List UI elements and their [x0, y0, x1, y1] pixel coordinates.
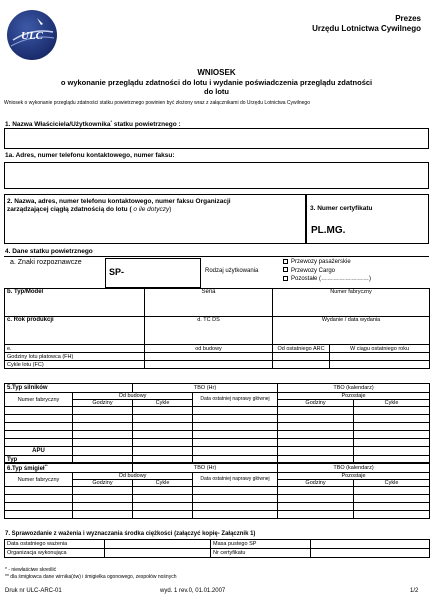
cert-number-value-field[interactable]	[311, 549, 430, 558]
engines-table	[4, 383, 430, 464]
flight-hours-since-new[interactable]	[145, 353, 273, 361]
empty-mass-label: Masa pustego SP	[211, 540, 311, 549]
engines-title: 5.Typ silników	[5, 384, 133, 393]
engines-cycles-header: Cykle	[133, 400, 193, 407]
engines-factory-number-header: Numer fabryczny	[5, 393, 73, 407]
engines-tbo-cal: TBO (kalendarz)	[278, 384, 430, 393]
propellers-remaining-cycles-header: Cykle	[354, 480, 430, 487]
table-row[interactable]	[5, 503, 430, 511]
last-year-header: W ciągu ostatniego roku	[330, 345, 430, 353]
table-row[interactable]	[5, 439, 430, 447]
organization-value-field[interactable]	[105, 549, 211, 558]
recipient	[312, 14, 421, 34]
use-type-label: Rodzaj użytkowania	[205, 268, 259, 274]
flight-hours-label: Godziny lotu płatowca (FH)	[5, 353, 145, 361]
cert-prefix: PL.MG.	[311, 225, 346, 236]
series-cell[interactable]: Seria	[145, 289, 273, 317]
last-weighing-label: Data ostatniego ważenia	[5, 540, 105, 549]
propellers-remaining-hours-header: Godziny	[278, 480, 354, 487]
form-title	[0, 68, 433, 96]
section1a-label: 1a. Adres, numer telefonu kontaktowego, numer faksu:	[5, 152, 175, 159]
propellers-factory-number-header: Numer fabryczny	[5, 473, 73, 487]
engines-since-new-header: Od budowy	[73, 393, 193, 400]
engines-tbo-hr: TBO (Hr)	[133, 384, 278, 393]
use-type-options	[283, 258, 371, 284]
table-row[interactable]	[5, 431, 430, 439]
section2-label: 2. Nazwa, adres, numer telefonu kontaktowego, numer faksu Organizacji zarządzającej ciągłą zdatnością do lotu ( o ile dotyczy)	[7, 198, 231, 213]
e-label-cell: e.	[5, 345, 145, 353]
title-sub1: o wykonanie przeglądu zdatności do lotu i wydanie poświadczenia przeglądu zdatności	[60, 78, 373, 87]
footnote-2: ** dla śmigłowca dane wirnika(ów) i śmigiełka ogonowego, zespołów nośnych	[5, 574, 177, 580]
cert-label: 3. Numer certyfikatu	[310, 205, 373, 212]
apu-type-label: Typ	[5, 456, 73, 464]
registration-prefix: SP-	[109, 267, 125, 277]
ulc-logo	[7, 10, 57, 60]
use-option-cargo[interactable]: Przewozy Cargo	[283, 267, 371, 276]
propellers-title: 6.Typ śmigieł**	[5, 463, 133, 473]
propellers-tbo-hr: TBO (Hr)	[133, 463, 278, 473]
type-model-cell[interactable]: b. Typ/Model	[5, 289, 145, 317]
use-option-other[interactable]: Pozostałe (……………………)	[283, 275, 371, 284]
propellers-cycles-header: Cykle	[133, 480, 193, 487]
empty-mass-field[interactable]	[311, 540, 430, 549]
table-row[interactable]	[5, 423, 430, 431]
document-number: Druk nr ULC-ARC-01	[5, 588, 62, 594]
checkbox-icon[interactable]	[283, 276, 288, 281]
flight-cycles-since-new[interactable]	[145, 361, 273, 369]
checkbox-icon[interactable]	[283, 259, 288, 264]
edition-date-cell[interactable]: Wydanie / data wydania	[273, 317, 430, 345]
owner-address-field[interactable]	[4, 162, 429, 189]
table-row[interactable]	[5, 495, 430, 503]
apu-label: APU	[5, 447, 73, 456]
table-row[interactable]	[5, 511, 430, 519]
title-main: WNIOSEK	[197, 68, 236, 77]
flight-cycles-since-arc[interactable]	[273, 361, 330, 369]
title-note: Wniosek o wykonanie przeglądu zdatności statku powietrznego powinien być złożony wraz z załącznikami do Urzędu Lotnictwa Cywilnego	[4, 100, 310, 106]
certificate-number-field[interactable]	[306, 194, 429, 244]
engines-remaining-cycles-header: Cykle	[354, 400, 430, 407]
since-new-header: od budowy	[145, 345, 273, 353]
flight-hours-since-arc[interactable]	[273, 353, 330, 361]
revision-info: wyd. 1 rev.0, 01.01.2007	[160, 588, 226, 594]
table-row[interactable]	[5, 415, 430, 423]
recipient-line1: Prezes	[395, 14, 421, 23]
table-row[interactable]	[5, 487, 430, 495]
recipient-line2: Urzędu Lotnictwa Cywilnego	[312, 24, 421, 33]
section4-title: 4. Dane statku powietrznego	[5, 248, 93, 255]
aircraft-data-table	[4, 288, 430, 369]
propellers-hours-header: Godziny	[73, 480, 133, 487]
weighing-table	[4, 539, 430, 558]
title-sub2: do lotu	[204, 87, 229, 96]
production-year-cell[interactable]: c. Rok produkcji	[5, 317, 145, 345]
flight-cycles-last-year[interactable]	[330, 361, 430, 369]
engines-hours-header: Godziny	[73, 400, 133, 407]
propellers-last-overhaul-header: Data ostatniej naprawy głównej	[193, 473, 278, 487]
cert-number-label: Nr certyfikatu	[211, 549, 311, 558]
owner-name-field[interactable]	[4, 128, 429, 149]
since-arc-header: Od ostatniego ARC	[273, 345, 330, 353]
tc-ds-cell[interactable]: d. TC DS	[145, 317, 273, 345]
engines-remaining-header: Pozostaje	[278, 393, 430, 400]
propellers-table	[4, 462, 430, 519]
engines-remaining-hours-header: Godziny	[278, 400, 354, 407]
table-row[interactable]	[5, 407, 430, 415]
factory-number-cell[interactable]: Numer fabryczny	[273, 289, 430, 317]
propellers-since-new-header: Od budowy	[73, 473, 193, 480]
page-number: 1/2	[410, 588, 419, 594]
last-weighing-field[interactable]	[105, 540, 211, 549]
marks-label: a. Znaki rozpoznawcze	[10, 259, 82, 266]
flight-hours-last-year[interactable]	[330, 353, 430, 361]
footnote-1: * - niewłaściwe skreślić	[5, 567, 57, 573]
engines-last-overhaul-header: Data ostatniej naprawy głównej	[193, 393, 278, 407]
flight-cycles-label: Cykle lotu (FC)	[5, 361, 145, 369]
organization-field[interactable]	[4, 194, 306, 244]
use-option-passenger[interactable]: Przewozy pasażerskie	[283, 258, 371, 267]
logo-text: ULC	[21, 30, 43, 42]
propellers-tbo-cal: TBO (kalendarz)	[278, 463, 430, 473]
section7-title: 7. Sprawozdanie z ważenia i wyznaczania środka ciężkości (załączyć kopię- Załącznik 1)	[5, 531, 256, 537]
propellers-remaining-header: Pozostaje	[278, 473, 430, 480]
registration-marks-field[interactable]	[105, 258, 201, 288]
section1-label: 1. Nazwa Właściciela/Użytkownika* statku powietrznego :	[5, 119, 181, 129]
checkbox-icon[interactable]	[283, 267, 288, 272]
organization-label: Organizacja wykonująca	[5, 549, 105, 558]
